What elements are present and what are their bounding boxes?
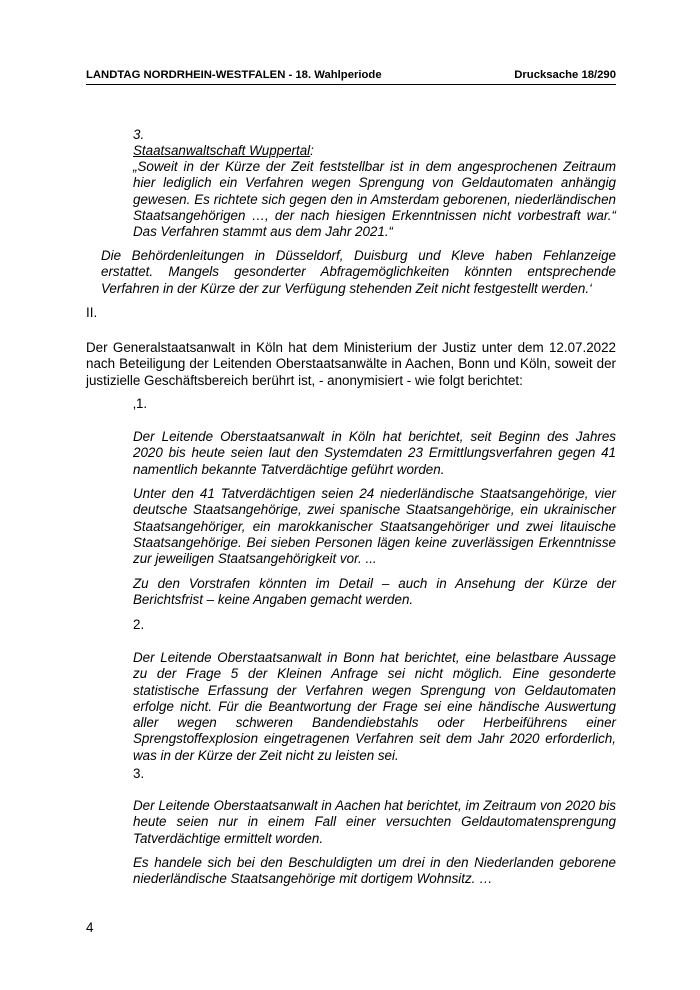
item-2-number: 2. (133, 617, 145, 632)
closing-paragraph: Die Behördenleitungen in Düsseldorf, Duisburg und Kleve haben Fehlanzeige erstattet. Mangels gesonderter Abfragemöglichkeiten könnten entsprechende Verfahren in der Kürze der zur Verfügung stehenden Zeit nicht festgestellt werden.‘ (101, 248, 616, 296)
item-3-paragraph-2: Es handele sich bei den Beschuldigten um drei in den Niederlanden geborene niederländische Staatsangehörige mit dortigem Wohnsitz. … (133, 855, 616, 887)
page-header (86, 68, 616, 82)
item-1-paragraph-3: Zu den Vorstrafen könnten im Detail – auch in Ansehung der Kürze der Berichtsfrist – keine Angaben gemacht werden. (133, 576, 616, 608)
header-rule (86, 84, 616, 85)
item-3-paragraph-1: Der Leitende Oberstaatsanwalt in Aachen hat berichtet, im Zeitraum von 2020 bis heute seien nur in einem Fall einer versuchten Geldautomatensprengung Tatverdächtige ermittelt worden. (133, 798, 616, 846)
item-1-number: ‚1. (133, 396, 148, 411)
item-2-paragraph-1: Der Leitende Oberstaatsanwalt in Bonn hat berichtet, eine belastbare Aussage zu der Frage 5 der Kleinen Anfrage sei nicht möglich. Eine gesonderte statistische Erfassung der Verfahren wegen Sprengung von Geldautomaten erfolge nicht. Für die Beantwortung der Frage sei eine händische Auswertung aller wegen schweren Bandendiebstahls oder Herbeiführens einer Sprengstoffexplosion eingetragenen Verfahren seit dem Jahr 2020 erforderlich, was in der Kürze der Zeit nicht zu leisten sei. (133, 650, 616, 763)
section-3-title-text: Staatsanwaltschaft Wuppertal (133, 143, 311, 158)
section-3-quote: „Soweit in der Kürze der Zeit feststellbar ist in dem angesprochenen Zeitraum hier lediglich ein Verfahren wegen Sprengung von Geldautomaten anhängig gewesen. Es richtete sich gegen den in Amsterdam geborenen, niederländischen Staatsangehörigen …, der nach hiesigen Erkenntnissen nicht vorbestraft war.“ Das Verfahren stammt aus dem Jahr 2021.“ (133, 159, 616, 240)
item-1-paragraph-1: Der Leitende Oberstaatsanwalt in Köln hat berichtet, seit Beginn des Jahres 2020 bis heute seien laut den Systemdaten 23 Ermittlungsverfahren gegen 41 namentlich bekannte Tatverdächtige geführt worden. (133, 429, 616, 477)
header-title: LANDTAG NORDRHEIN-WESTFALEN - 18. Wahlperiode (86, 69, 382, 81)
part-ii-label: II. (86, 305, 98, 320)
part-ii-intro: Der Generalstaatsanwalt in Köln hat dem Ministerium der Justiz unter dem 12.07.2022 nach Beteiligung der Leitenden Oberstaatsanwälte in Aachen, Bonn und Köln, soweit der justizielle Geschäftsbereich berührt ist, - anonymisiert - wie folgt berichtet: (86, 340, 616, 388)
section-3-title-colon: : (310, 143, 314, 158)
item-3-number: 3. (133, 766, 145, 781)
page-number: 4 (86, 920, 94, 935)
section-3-number: 3. (133, 127, 145, 142)
item-1-paragraph-2: Unter den 41 Tatverdächtigen seien 24 niederländische Staatsangehörige, vier deutsche Staatsangehörige, zwei spanische Staatsangehörige, ein ukrainischer Staatsangehöriger, ein marokkanischer Staatsangehöriger und zwei litauische Staatsangehörige. Bei sieben Personen lägen keine zuverlässigen Erkenntnisse zur jeweiligen Staatsangehörigkeit vor. ... (133, 486, 616, 567)
header-document-number: Drucksache 18/290 (514, 69, 616, 81)
section-3-title (133, 143, 314, 159)
